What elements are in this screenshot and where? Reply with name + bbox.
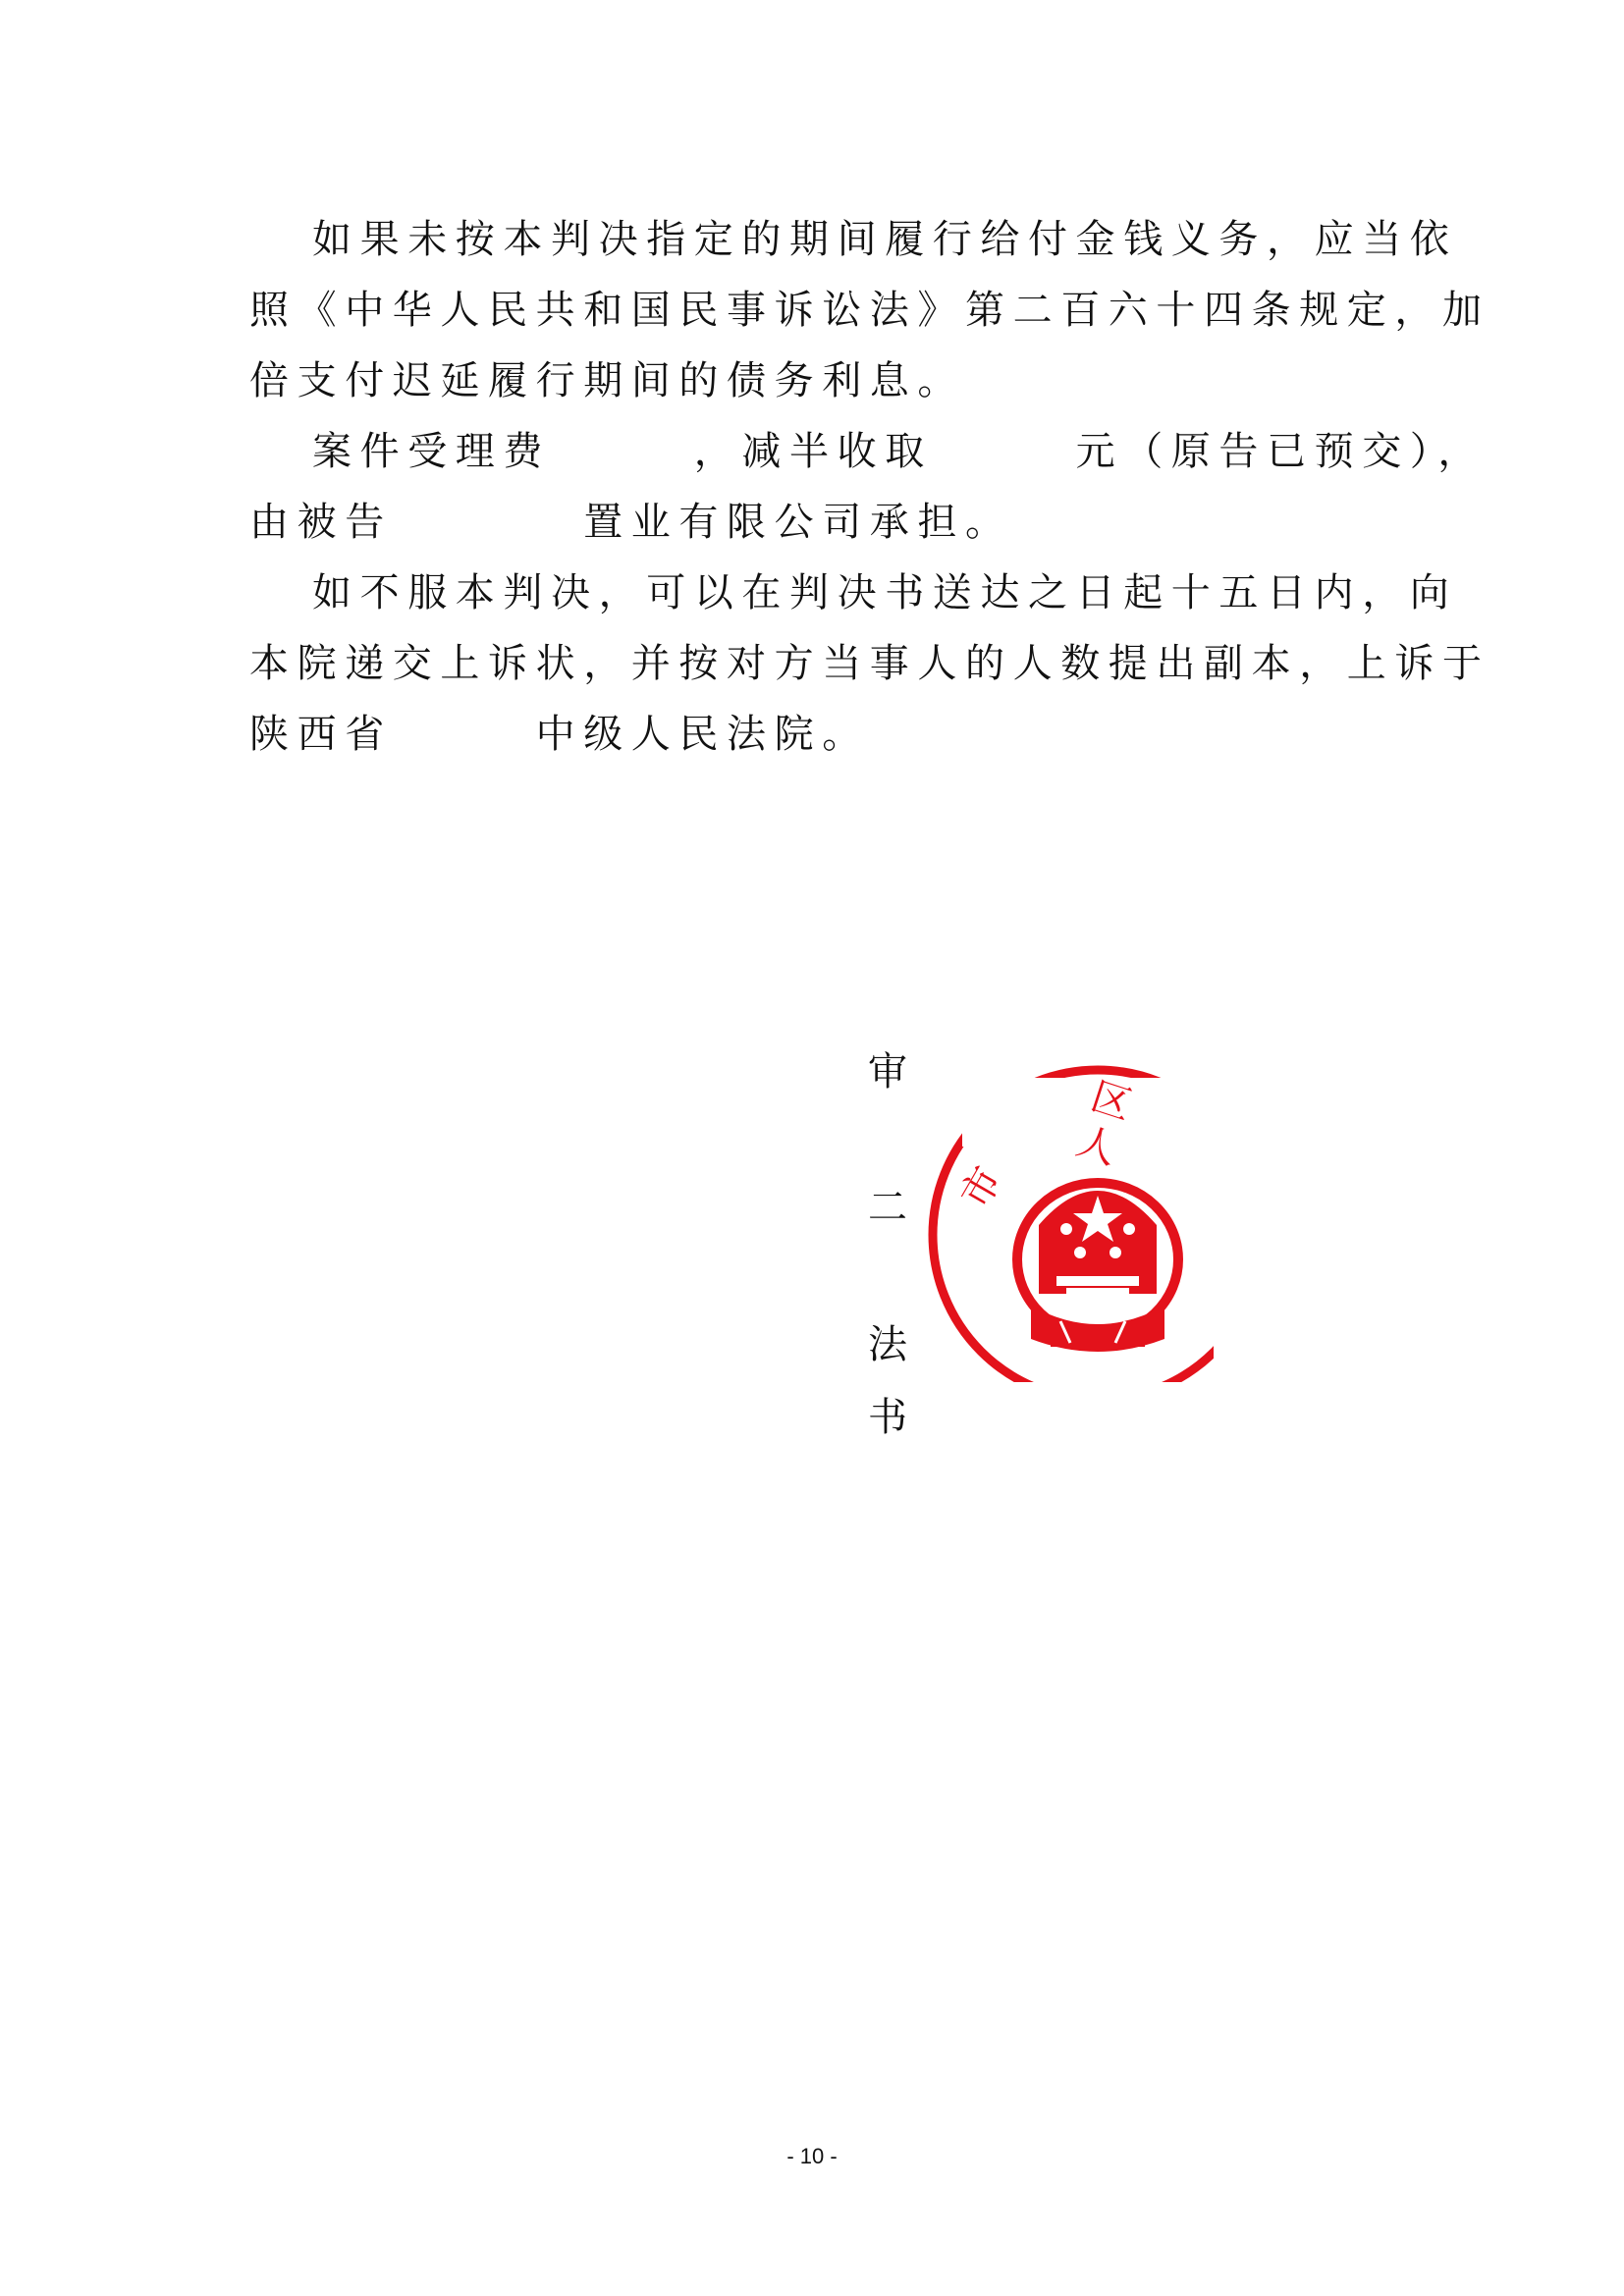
paragraph-line: 本院递交上诉状，并按对方当事人的人数提出副本，上诉于 — [249, 641, 1490, 686]
paragraph-line: 由被告 置业有限公司承担。 — [249, 500, 1013, 545]
page-number: - 10 - — [786, 2144, 838, 2168]
seal-text-top: 区 人 — [1070, 1073, 1153, 1179]
court-seal — [923, 1048, 1218, 1382]
paragraph-line: 照《中华人民共和国民事诉讼法》第二百六十四条规定，加 — [249, 288, 1490, 333]
paragraph-line: 如果未按本判决指定的期间履行给付金钱义务，应当依 — [312, 217, 1458, 262]
paragraph-line: 案件受理费 ，减半收取 元（原告已预交）， — [312, 429, 1486, 474]
judge-title: 审 — [868, 1049, 907, 1095]
paragraph-line: 陕西省 中级人民法院。 — [249, 712, 870, 757]
clerk2-prefix: 书 — [868, 1395, 907, 1440]
paragraph-line: 如不服本判决，可以在判决书送达之日起十五日内，向 — [312, 570, 1458, 615]
paragraph-line: 倍支付迟延履行期间的债务利息。 — [249, 358, 965, 403]
seal-text-left: 市 — [952, 1159, 1011, 1216]
clerk-prefix: 法 — [868, 1322, 907, 1367]
date-prefix: 二 — [868, 1185, 907, 1230]
